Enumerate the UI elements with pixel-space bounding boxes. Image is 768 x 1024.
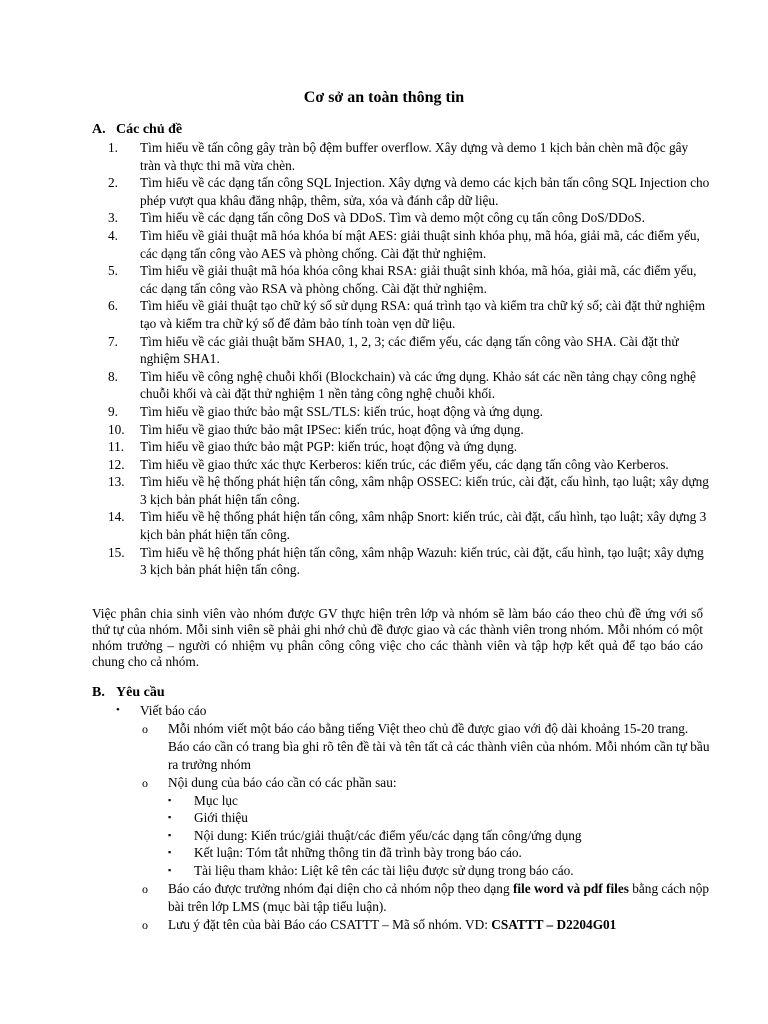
topic-text: Tìm hiểu về giải thuật mã hóa khóa công khai RSA: giải thuật sinh khóa, mã hóa, giải mã, các điểm yếu, các dạng tấn công vào RSA và phòng chống. Cài đặt thử nghiệm.: [140, 263, 697, 296]
report-part-text: Kết luận: Tóm tắt những thông tin đã trình bày trong báo cáo.: [194, 845, 522, 861]
topic-list: [92, 139, 712, 579]
topic-item: [92, 139, 712, 174]
topic-text: Tìm hiểu về các dạng tấn công DoS và DDoS. Tìm và demo một công cụ tấn công DoS/DDoS.: [140, 210, 645, 226]
topic-item: [92, 262, 712, 297]
submission-text-start: Báo cáo được trưởng nhóm đại diện cho cả nhóm nộp theo dạng: [168, 880, 513, 896]
bullet-square-icon: ▪: [168, 829, 172, 840]
topic-number: 12.: [108, 456, 125, 472]
list-item: [92, 702, 712, 720]
report-requirement-text: Mỗi nhóm viết một báo cáo bằng tiếng Việt theo chủ đề được giao với độ dài khoảng 15-20 trang. Báo cáo cần có trang bìa ghi rõ tên đề tài và tên tất cả các thành viên của nhóm. Mỗi nhóm cần tự bầu ra trưởng nhóm: [168, 720, 710, 772]
section-requirements: [92, 684, 712, 934]
topic-number: 3.: [108, 210, 118, 226]
topic-number: 10.: [108, 421, 125, 437]
bullet-circle-icon: o: [142, 881, 148, 896]
topic-text: Tìm hiểu về giao thức bảo mật IPSec: kiến trúc, hoạt động và ứng dụng.: [140, 421, 524, 437]
list-item: [92, 792, 712, 810]
list-item: [92, 774, 712, 792]
topic-number: 7.: [108, 333, 118, 349]
topic-number: 9.: [108, 403, 118, 419]
bullet-circle-icon: o: [142, 917, 148, 932]
topic-number: 11.: [108, 439, 125, 455]
topic-text: Tìm hiểu về các giải thuật băm SHA0, 1, 2, 3; các điểm yếu, các dạng tấn công vào SHA. Cài đặt thử nghiệm SHA1.: [140, 333, 679, 367]
topic-item: [92, 438, 712, 456]
list-item: [92, 720, 712, 774]
bullet-square-icon: ▪: [168, 794, 172, 805]
section-topics: [92, 121, 712, 579]
topic-text: Tìm hiểu về các dạng tấn công SQL Injection. Xây dựng và demo các kịch bản tấn công SQL Injection cho phép vượt qua khâu đăng nhập, thêm, sửa, xóa và đánh cắp dữ liệu.: [140, 175, 710, 208]
section-a-heading: [92, 121, 712, 139]
list-item: [92, 862, 712, 880]
report-bullet-text: Viết báo cáo: [140, 703, 207, 718]
topic-text: Tìm hiểu về giao thức bảo mật PGP: kiến trúc, hoạt động và ứng dụng.: [140, 439, 518, 455]
report-part-text: Nội dung: Kiến trúc/giải thuật/các điểm yếu/các dạng tấn công/ứng dụng: [194, 827, 582, 843]
topic-number: 4.: [108, 227, 118, 243]
topic-item: [92, 209, 712, 227]
topic-text: Tìm hiểu về hệ thống phát hiện tấn công, xâm nhập Wazuh: kiến trúc, cài đặt, cấu hình, tạo luật; xây dựng 3 kịch bản phát hiện tấn công.: [140, 544, 704, 578]
topic-item: [92, 297, 712, 332]
topic-item: [92, 421, 712, 439]
topic-text: Tìm hiểu về công nghệ chuỗi khối (Blockchain) và các ứng dụng. Khảo sát các nền tảng chạy công nghệ chuỗi khối và cài đặt thử nghiệm 1 nền tảng công nghệ chuỗi khối.: [140, 368, 696, 402]
list-item: [92, 827, 712, 845]
bullet-circle-icon: o: [142, 775, 148, 790]
topic-text: Tìm hiểu về hệ thống phát hiện tấn công, xâm nhập OSSEC: kiến trúc, cài đặt, cấu hình, tạo luật; xây dựng 3 kịch bản phát hiện tấn công.: [140, 474, 709, 507]
group-assignment-paragraph: Việc phân chia sinh viên vào nhóm được GV thực hiện trên lớp và nhóm sẽ làm báo cáo theo chủ đề ứng với số thứ tự của nhóm. Mỗi sinh viên sẽ phải ghi nhớ chủ đề được giao và các thành viên trong nhóm. Mỗi nhóm có một nhóm trưởng – người có nhiệm vụ phân công công việc cho các thành viên và tập hợp kết quả để tạo báo cáo chung cho cả nhóm.: [92, 606, 703, 669]
topic-item: [92, 333, 712, 368]
topic-item: [92, 508, 712, 543]
section-b-heading: [92, 684, 712, 702]
report-part-text: Mục lục: [194, 792, 238, 808]
topic-number: 2.: [108, 175, 118, 191]
topic-number: 1.: [108, 140, 118, 155]
topic-number: 14.: [108, 509, 125, 525]
bullet-square-icon: ▪: [168, 812, 172, 823]
topic-item: [92, 174, 712, 209]
submission-format: file word và pdf files: [512, 880, 629, 896]
section-a-letter: A.: [92, 122, 106, 137]
topic-number: 15.: [108, 544, 125, 560]
topic-text: Tìm hiểu về hệ thống phát hiện tấn công, xâm nhập Snort: kiến trúc, cài đặt, cấu hình, tạo luật; xây dựng 3 kịch bản phát hiện tấn công.: [140, 509, 707, 543]
topic-number: 13.: [108, 474, 125, 490]
topic-text: Tìm hiểu về tấn công gây tràn bộ đệm buffer overflow. Xây dựng và demo 1 kịch bản chèn mã độc gây tràn và thực thi mã vừa chèn.: [140, 140, 689, 173]
document-title: Cơ sở an toàn thông tin: [303, 89, 465, 106]
bullet-dot-icon: •: [116, 704, 120, 716]
topic-item: [92, 544, 712, 579]
bullet-square-icon: ▪: [168, 847, 172, 858]
topic-number: 8.: [108, 368, 118, 384]
list-item: [92, 809, 712, 827]
topic-item: [92, 456, 712, 474]
topic-item: [92, 403, 712, 421]
list-item: [92, 844, 712, 862]
topic-item: [92, 368, 712, 403]
section-b-letter: B.: [92, 685, 105, 700]
topic-number: 6.: [108, 298, 118, 314]
topic-item: [92, 473, 712, 508]
list-item: [92, 880, 712, 916]
naming-note-text: Lưu ý đặt tên của bài Báo cáo CSATTT – Mã số nhóm. VD:: [168, 916, 492, 932]
report-content-text: Nội dung của báo cáo cần có các phần sau:: [168, 774, 397, 790]
bullet-circle-icon: o: [142, 721, 148, 736]
report-part-text: Tài liệu tham khảo: Liệt kê tên các tài liệu được sử dụng trong báo cáo.: [194, 862, 574, 878]
topic-text: Tìm hiểu về giải thuật tạo chữ ký số sử dụng RSA: quá trình tạo và kiểm tra chữ ký số; cài đặt thử nghiệm tạo và kiểm tra chữ ký số để đảm bảo tính toàn vẹn dữ liệu.: [140, 298, 706, 331]
section-a-title: Các chủ đề: [116, 122, 183, 137]
topic-text: Tìm hiểu về giao thức xác thực Kerberos: kiến trúc, các điểm yếu, các dạng tấn công vào Kerberos.: [140, 456, 669, 472]
naming-example: CSATTT – D2204G01: [491, 916, 617, 932]
list-item: [92, 916, 712, 934]
topic-text: Tìm hiểu về giao thức bảo mật SSL/TLS: kiến trúc, hoạt động và ứng dụng.: [140, 403, 543, 419]
topic-item: [92, 227, 712, 262]
topic-text: Tìm hiểu về giải thuật mã hóa khóa bí mật AES: giải thuật sinh khóa phụ, mã hóa, giải mã, các điểm yếu, các dạng tấn công vào AES và phòng chống. Cài đặt thử nghiệm.: [140, 227, 700, 261]
section-b-title: Yêu cầu: [116, 685, 165, 700]
report-part-text: Giới thiệu: [194, 810, 248, 826]
bullet-square-icon: ▪: [168, 864, 172, 875]
topic-number: 5.: [108, 263, 118, 279]
submission-text-end: bằng cách nộp bài trên lớp LMS (mục bài tập tiểu luận).: [168, 880, 710, 914]
